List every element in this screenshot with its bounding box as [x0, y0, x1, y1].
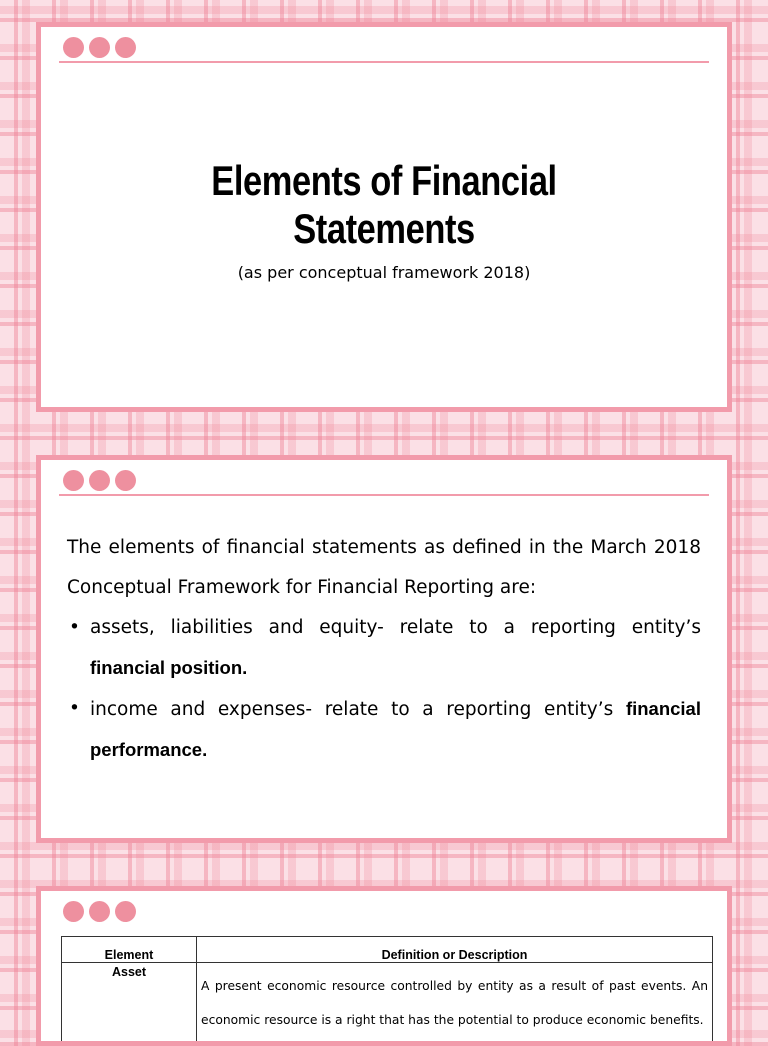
- definitions-table: [61, 936, 713, 1046]
- bullet-item: [67, 608, 701, 689]
- dot-icon: [115, 37, 136, 58]
- table-header-row: [62, 937, 713, 963]
- element-cell: Asset: [62, 963, 197, 1046]
- definition-cell: A present economic resource controlled by entity as a result of past events. An economic resource is a right that has the potential to produce economic benefits.: [197, 963, 713, 1046]
- dot-icon: [63, 37, 84, 58]
- dot-icon: [63, 470, 84, 491]
- column-header-element: Element: [62, 937, 197, 963]
- bullet-icon: •: [69, 689, 80, 729]
- slide-title: [103, 157, 666, 253]
- divider: [59, 61, 709, 63]
- decorative-dots: [63, 470, 136, 491]
- dot-icon: [115, 470, 136, 491]
- bullet-icon: •: [69, 608, 80, 648]
- dot-icon: [89, 901, 110, 922]
- elements-slide: [36, 455, 732, 843]
- bullet-emphasis: financial position.: [90, 657, 247, 678]
- slide-subtitle: (as per conceptual framework 2018): [41, 263, 727, 282]
- dot-icon: [63, 901, 84, 922]
- dot-icon: [115, 901, 136, 922]
- slide-title-line1: Elements of Financial: [103, 157, 666, 205]
- bullet-item: [67, 689, 701, 771]
- column-header-definition: Definition or Description: [197, 937, 713, 963]
- divider: [59, 494, 709, 496]
- decorative-dots: [63, 901, 136, 922]
- intro-paragraph: The elements of financial statements as defined in the March 2018 Conceptual Framework for Financial Reporting are:: [67, 528, 701, 608]
- definitions-slide: [36, 886, 732, 1046]
- bullet-text: assets, liabilities and equity- relate to a reporting entity’s: [90, 617, 701, 638]
- decorative-dots: [63, 37, 136, 58]
- bullet-text: income and expenses- relate to a reporting entity’s: [90, 699, 626, 720]
- dot-icon: [89, 470, 110, 491]
- slide-title-line2: Statements: [103, 205, 666, 253]
- table-row: [62, 963, 713, 1046]
- slide-body: [67, 528, 701, 771]
- bullet-emphasis: financial performance.: [90, 698, 701, 760]
- dot-icon: [89, 37, 110, 58]
- title-slide: [36, 22, 732, 412]
